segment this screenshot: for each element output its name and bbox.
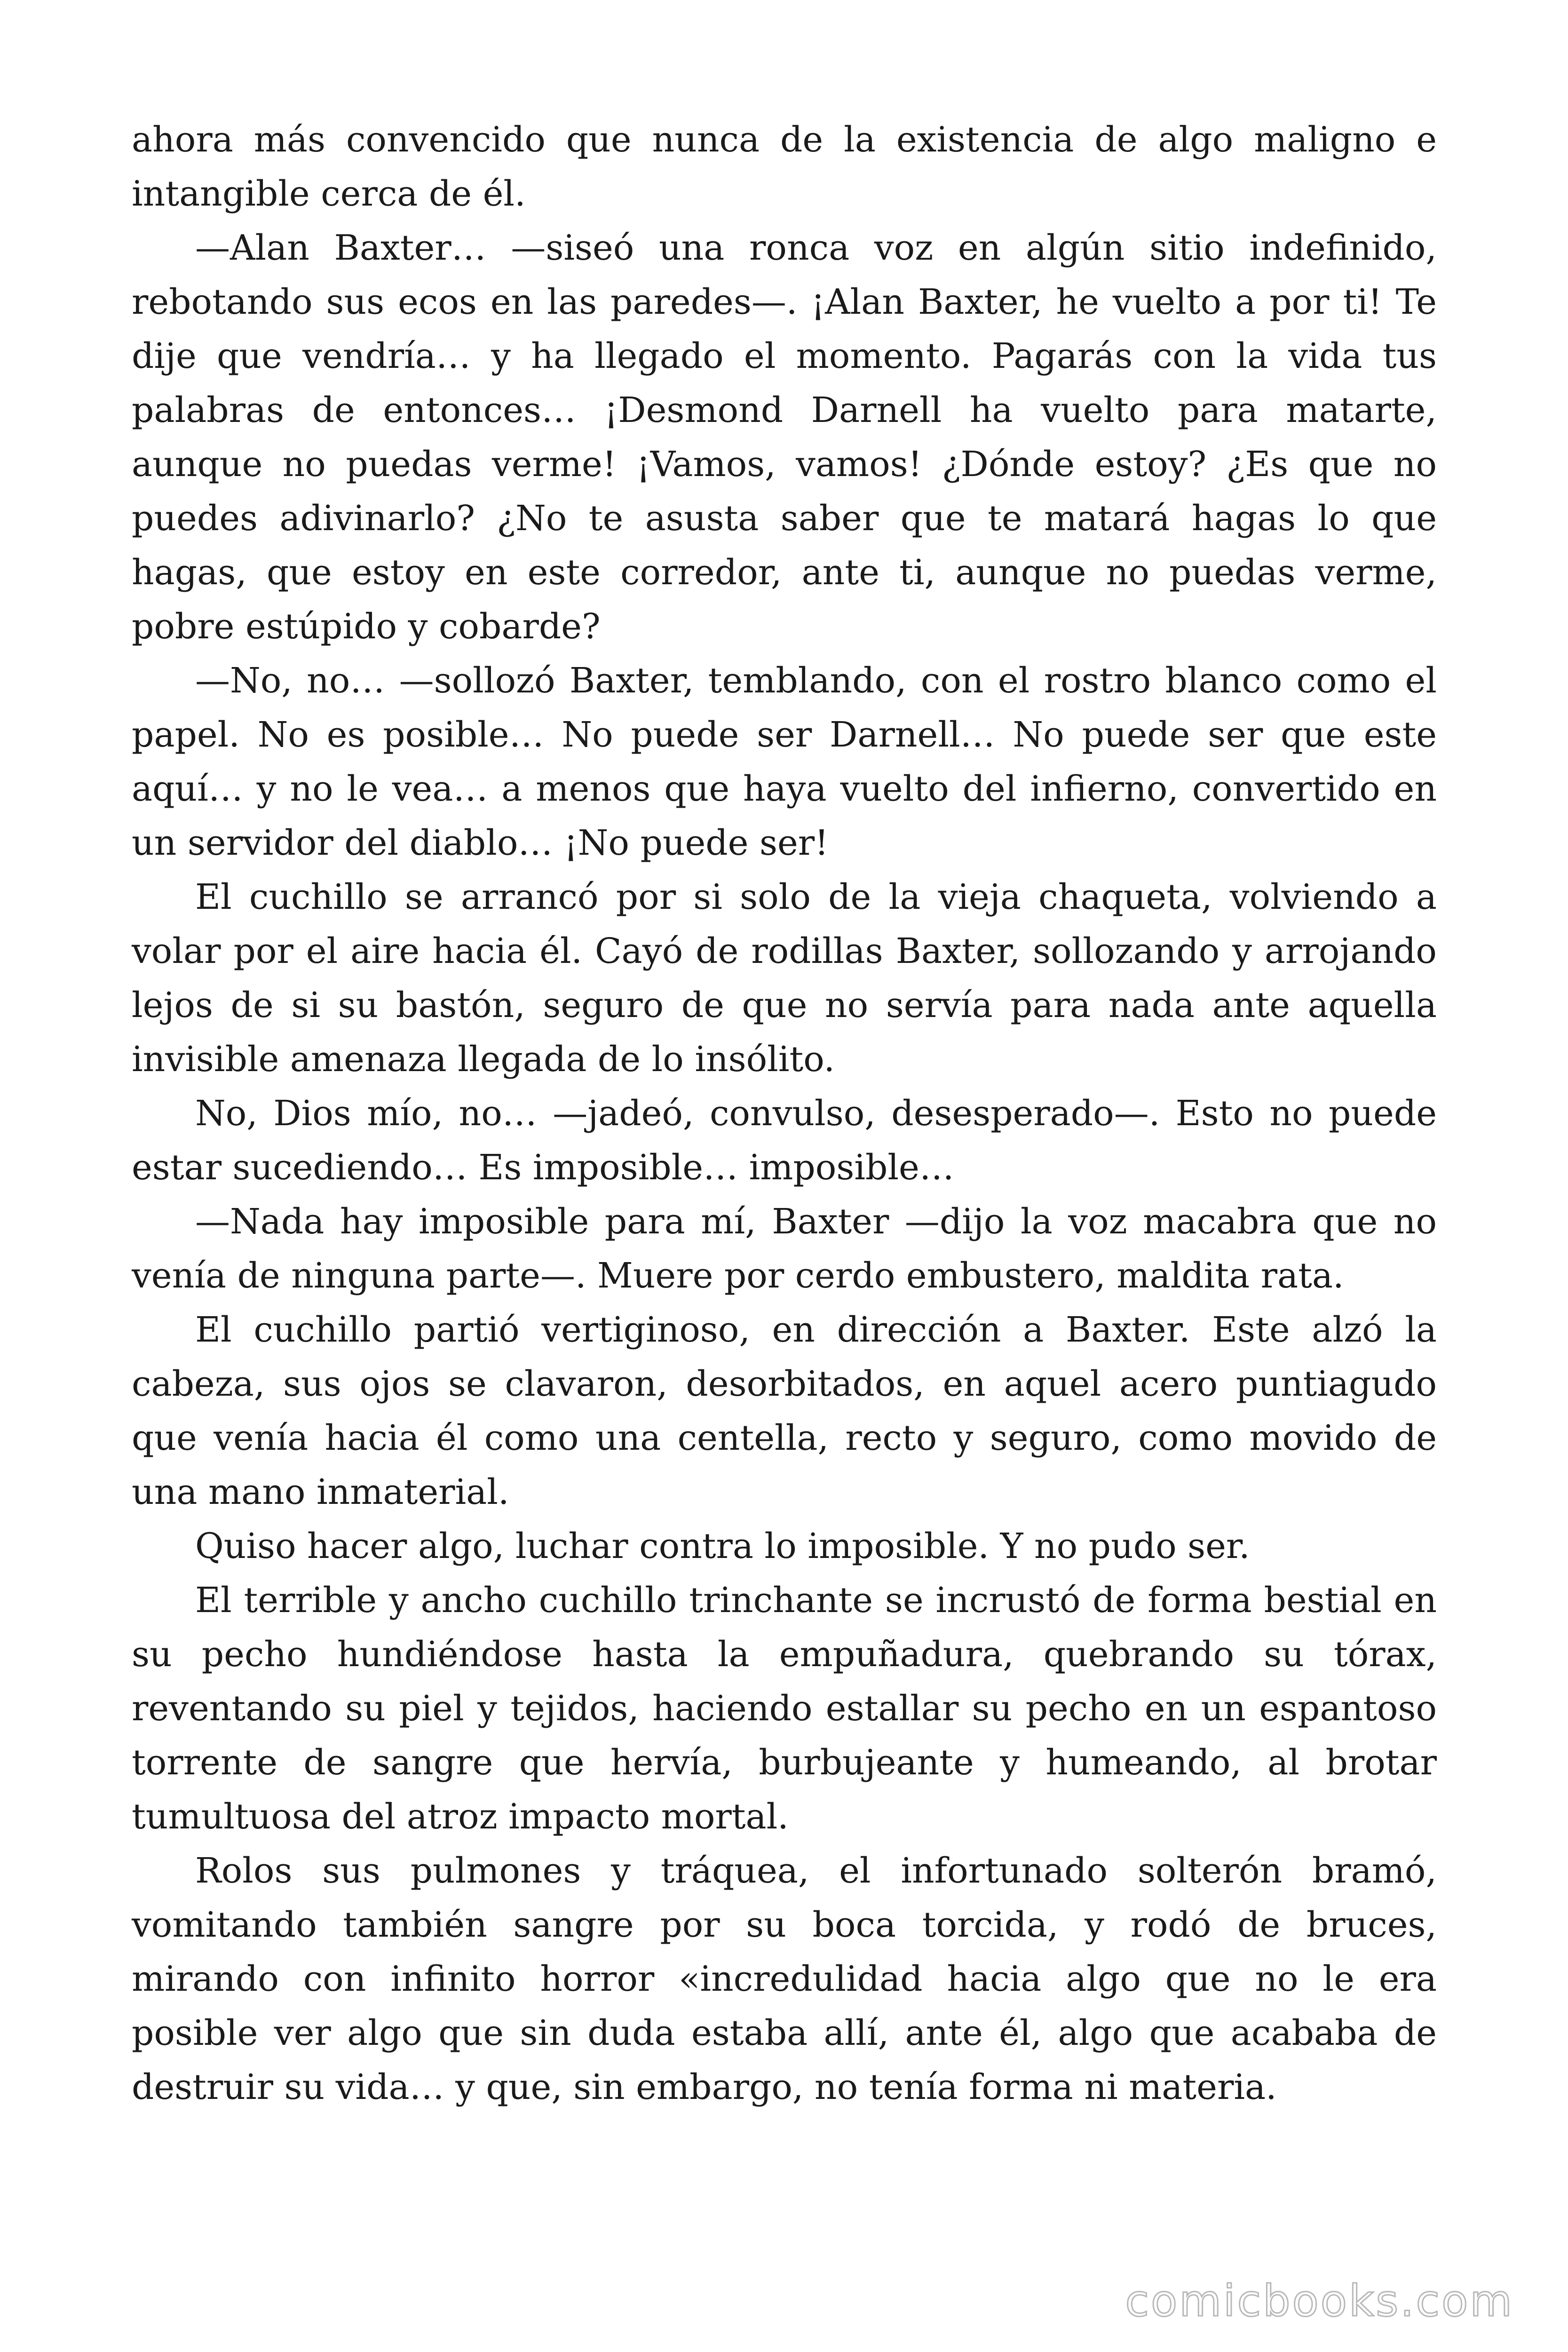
paragraph-4: El cuchillo se arrancó por si solo de la vieja chaqueta, volviendo a volar por el aire hacia él. Cayó de rodillas Baxter, sollozando y arrojando lejos de si su bastón, seguro de que no servía para nada ante aquella invisible amenaza llegada de lo insólito. (132, 877, 1437, 1080)
paragraph-2: —Alan Baxter… —siseó una ronca voz en algún sitio indefinido, rebotando sus ecos en las paredes—. ¡Alan Baxter, he vuelto a por ti! Te dije que vendría… y ha llegado el momento. Pagarás con la vida tus palabras de entonces… ¡Desmond Darnell ha vuelto para matarte, aunque no puedas verme! ¡Vamos, vamos! ¿Dónde estoy? ¿Es que no puedes adivinarlo? ¿No te asusta saber que te matará hagas lo que hagas, que estoy en este corredor, ante ti, aunque no puedas verme, pobre estúpido y cobarde? (132, 228, 1437, 647)
watermark: comicbooks.com (1125, 2276, 1514, 2326)
paragraph-10: Rolos sus pulmones y tráquea, el infortunado solterón bramó, vomitando también sangre por su boca torcida, y rodó de bruces, mirando con infinito horror «incredulidad hacia algo que no le era posible ver algo que sin duda estaba allí, ante él, algo que acababa de destruir su vida… y que, sin embargo, no tenía forma ni materia. (132, 1851, 1437, 2107)
paragraph-3: —No, no… —sollozó Baxter, temblando, con el rostro blanco como el papel. No es posible… No puede ser Darnell… No puede ser que este aquí… y no le vea… a menos que haya vuelto del infierno, convertido en un servidor del diablo… ¡No puede ser! (132, 660, 1437, 863)
page-text (132, 113, 1437, 2114)
paragraph-5: No, Dios mío, no… —jadeó, convulso, desesperado—. Esto no puede estar sucediendo… Es imposible… imposible… (132, 1093, 1437, 1188)
paragraph-6: —Nada hay imposible para mí, Baxter —dijo la voz macabra que no venía de ninguna parte—. Muere por cerdo embustero, maldita rata. (132, 1201, 1437, 1296)
paragraph-9: El terrible y ancho cuchillo trinchante se incrustó de forma bestial en su pecho hundiéndose hasta la empuñadura, quebrando su tórax, reventando su piel y tejidos, haciendo estallar su pecho en un espantoso torrente de sangre que hervía, burbujeante y humeando, al brotar tumultuosa del atroz impacto mortal. (132, 1580, 1437, 1837)
paragraph-1: ahora más convencido que nunca de la existencia de algo maligno e intangible cerca de él. (132, 119, 1437, 214)
paragraph-8: Quiso hacer algo, luchar contra lo imposible. Y no pudo ser. (195, 1526, 1250, 1566)
paragraph-7: El cuchillo partió vertiginoso, en dirección a Baxter. Este alzó la cabeza, sus ojos se clavaron, desorbitados, en aquel acero puntiagudo que venía hacia él como una centella, recto y seguro, como movido de una mano inmaterial. (132, 1310, 1437, 1512)
